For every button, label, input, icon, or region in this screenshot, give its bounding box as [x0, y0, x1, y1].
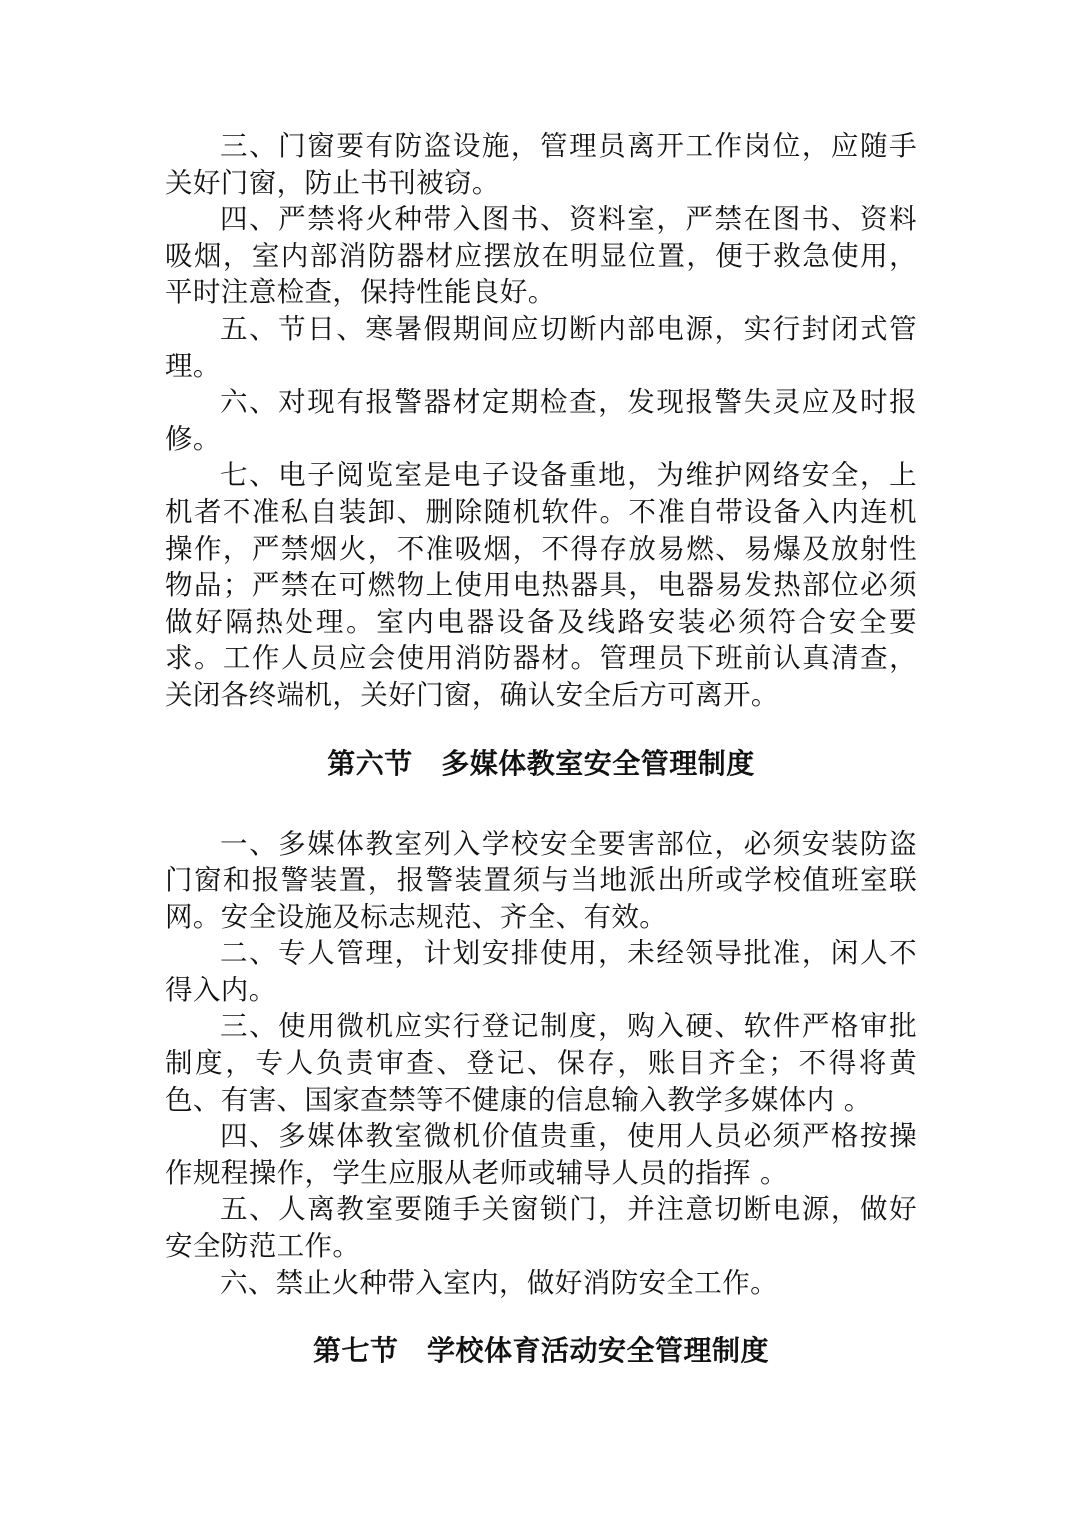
section-6-paragraph-6: 六、禁止火种带入室内，做好消防安全工作。 [220, 1266, 778, 1299]
section-6-paragraph-2: 二、专人管理，计划安排使用，未经领导批准，闲人不得入内。 [165, 937, 917, 1006]
section-6-paragraph-4: 四、多媒体教室微机价值贵重，使用人员必须严格按操作规程操作，学生应服从老师或辅导人员的指挥 。 [165, 1120, 917, 1189]
spacer [165, 714, 917, 746]
section-6-paragraph-1: 一、多媒体教室列入学校安全要害部位，必须安装防盗门窗和报警装置，报警装置须与当地派出所或学校值班室联网。安全设施及标志规范、齐全、有效。 [165, 827, 917, 933]
page-content [165, 128, 917, 1369]
paragraph-item-7: 七、电子阅览室是电子设备重地，为维护网络安全，上机者不准私自装卸、删除随机软件。不准自带设备入内连机操作，严禁烟火，不准吸烟，不得存放易燃、易爆及放射性物品；严禁在可燃物上使用电热器具，电器易发热部位必须做好隔热处理。室内电器设备及线路安装必须符合安全要求。工作人员应会使用消防器材。管理员下班前认真清查，关闭各终端机，关好门窗，确认安全后方可离开。 [165, 459, 917, 711]
section-6-paragraph-5: 五、人离教室要随手关窗锁门，并注意切断电源，做好安全防范工作。 [165, 1193, 917, 1263]
paragraph-item-4: 四、严禁将火种带入图书、资料室，严禁在图书、资料吸烟，室内部消防器材应摆放在明显位置，便于救急使用，平时注意检查，保持性能良好。 [165, 203, 917, 309]
paragraph-item-6: 六、对现有报警器材定期检查，发现报警失灵应及时报修。 [165, 386, 917, 455]
section-6-title: 第六节 多媒体教室安全管理制度 [327, 746, 755, 780]
section-6-paragraph-3: 三、使用微机应实行登记制度，购入硬、软件严格审批制度，专人负责审查、登记、保存，账目齐全；不得将黄色、有害、国家查禁等不健康的信息输入教学多媒体内 。 [165, 1010, 917, 1116]
spacer [165, 1301, 917, 1333]
section-7-title: 第七节 学校体育活动安全管理制度 [312, 1334, 769, 1368]
paragraph-item-5: 五、节日、寒暑假期间应切断内部电源，实行封闭式管理。 [165, 312, 917, 382]
spacer [165, 782, 917, 826]
paragraph-item-3: 三、门窗要有防盗设施，管理员离开工作岗位，应随手关好门窗，防止书刊被窃。 [165, 130, 917, 199]
